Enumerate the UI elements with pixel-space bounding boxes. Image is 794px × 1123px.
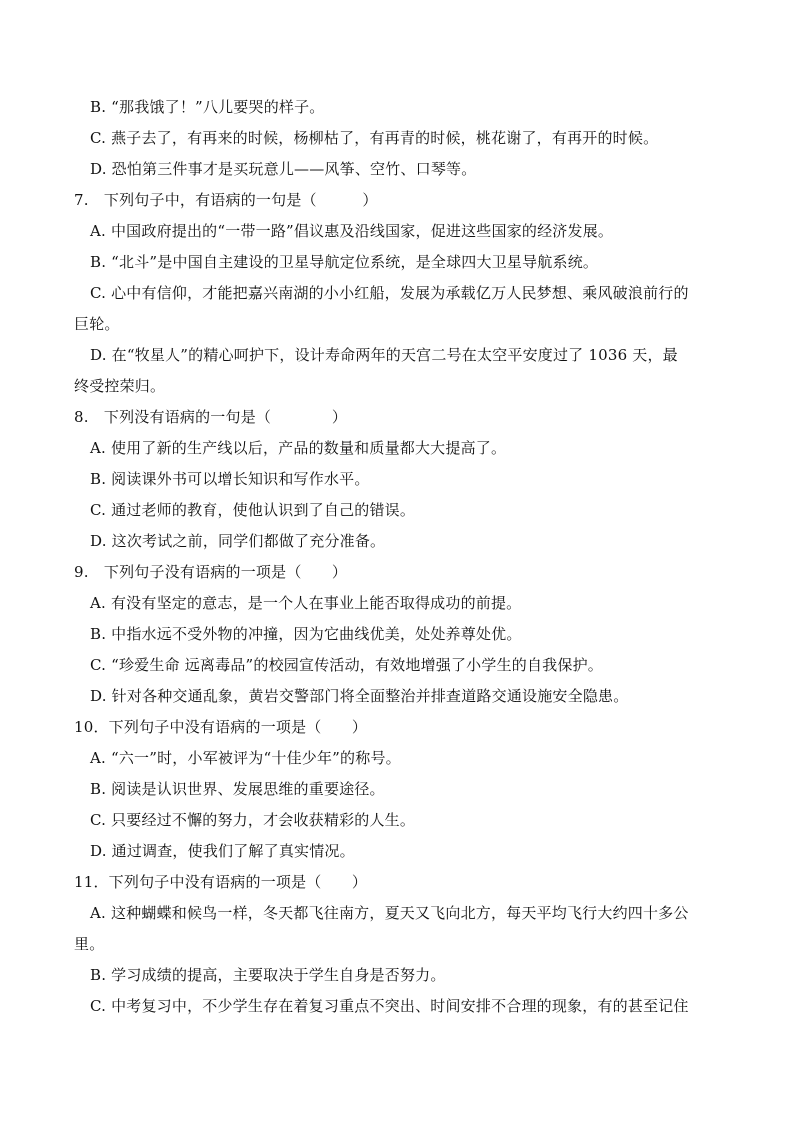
option-line: D. 恐怕第三件事才是买玩意儿——风筝、空竹、口琴等。 [90, 160, 477, 178]
option-line: A. 有没有坚定的意志，是一个人在事业上能否取得成功的前提。 [90, 594, 522, 612]
option-line: A. 使用了新的生产线以后，产品的数量和质量都大大提高了。 [90, 439, 507, 457]
option-line: B. “北斗”是中国自主建设的卫星导航定位系统，是全球四大卫星导航系统。 [90, 253, 599, 271]
option-line: B. 阅读课外书可以增长知识和写作水平。 [90, 470, 370, 488]
option-line: D. 针对各种交通乱象，黄岩交警部门将全面整治并排查道路交通设施安全隐患。 [90, 687, 629, 705]
question-stem: 10．下列句子中没有语病的一项是（ ） [74, 718, 368, 736]
option-line: B. “那我饿了！”八儿要哭的样子。 [90, 98, 325, 116]
option-line: C. 中考复习中，不少学生存在着复习重点不突出、时间安排不合理的现象，有的甚至记住 [90, 997, 689, 1015]
option-continuation: 里。 [74, 935, 105, 953]
option-line: A. 中国政府提出的“一带一路”倡议惠及沿线国家，促进这些国家的经济发展。 [90, 222, 614, 240]
option-line: D. 通过调查，使我们了解了真实情况。 [90, 842, 355, 860]
option-line: C. 燕子去了，有再来的时候，杨柳枯了，有再青的时候，桃花谢了，有再开的时候。 [90, 129, 659, 147]
question-list [74, 92, 722, 1022]
option-line: A. “六一”时，小军被评为“十佳少年”的称号。 [90, 749, 401, 767]
option-line: C. 通过老师的教育，使他认识到了自己的错误。 [90, 501, 416, 519]
option-line: B. 中指水远不受外物的冲撞，因为它曲线优美，处处养尊处优。 [90, 625, 522, 643]
option-line: B. 学习成绩的提高，主要取决于学生自身是否努力。 [90, 966, 446, 984]
option-line: C. 只要经过不懈的努力，才会收获精彩的人生。 [90, 811, 416, 829]
question-stem: 9. 下列句子没有语病的一项是（ ） [74, 563, 348, 581]
option-line: C. “珍爱生命 远离毒品”的校园宣传活动，有效地增强了小学生的自我保护。 [90, 656, 603, 674]
question-stem: 11．下列句子中没有语病的一项是（ ） [74, 873, 368, 891]
option-continuation: 终受控荣归。 [74, 377, 166, 395]
option-line: D. 在“牧星人”的精心呵护下，设计寿命两年的天宫二号在太空平安度过了 1036 天，最 [90, 346, 678, 364]
option-line: B. 阅读是认识世界、发展思维的重要途径。 [90, 780, 385, 798]
option-continuation: 巨轮。 [74, 315, 120, 333]
question-stem: 7. 下列句子中，有语病的一句是（ ） [74, 191, 378, 209]
option-line: D. 这次考试之前，同学们都做了充分准备。 [90, 532, 386, 550]
question-stem: 8. 下列没有语病的一句是（ ） [74, 408, 348, 426]
option-line: A. 这种蝴蝶和候鸟一样，冬天都飞往南方，夏天又飞向北方，每天平均飞行大约四十多公 [90, 904, 689, 922]
option-line: C. 心中有信仰，才能把嘉兴南湖的小小红船，发展为承载亿万人民梦想、乘风破浪前行的 [90, 284, 689, 302]
